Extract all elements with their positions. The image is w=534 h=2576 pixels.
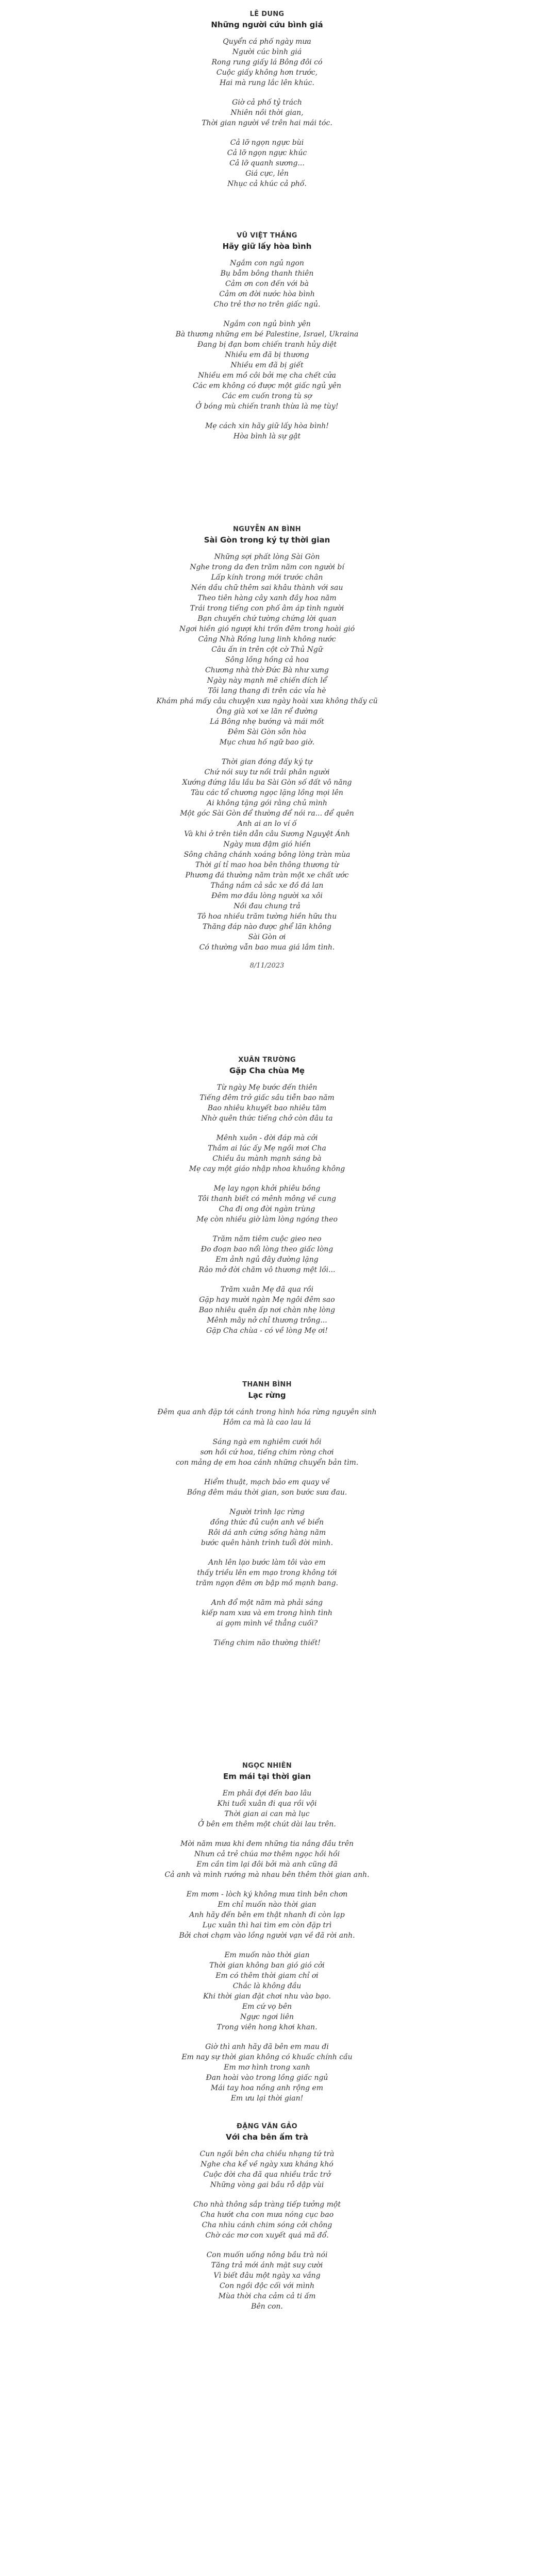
poem-line: Trăm năm tiêm cuộc gieo neo xyxy=(212,1235,322,1243)
poem-line: Mẹ cách xin hãy giữ lấy hòa bình! xyxy=(205,422,329,430)
poem-line: Rảo mở đời chăm vô thương mệt lồi... xyxy=(198,1266,336,1274)
poem-title: Lạc rừng xyxy=(248,1391,286,1400)
poem-line: Gặp Cha chùa - có về lòng Mẹ ơi! xyxy=(206,1327,328,1335)
poem-line: Em ảnh ngủ đây đường lặng xyxy=(215,1256,319,1264)
poem-line: Thời gian đóng đấy ký tự xyxy=(221,758,313,766)
poem-line: Thời gian người về trên hai mái tóc. xyxy=(202,119,332,127)
poem-line: Có thường vẫn bao mua giá lắm tình. xyxy=(199,943,335,952)
poem-line: Hòa bình là sự gật xyxy=(233,432,301,440)
poem-stanza xyxy=(129,1638,405,1648)
poem xyxy=(129,1381,405,1657)
poem-line: Tiếng chim não thường thiết! xyxy=(213,1639,321,1647)
poem-title: Em mái tại thời gian xyxy=(223,1772,311,1781)
poem-line: Tàu các tổ chương ngọc lặng lồng mọi lên xyxy=(191,789,343,797)
poem-line: Anh hãy đến bên em thật nhanh đi còn lạp xyxy=(189,1911,345,1919)
poem-line: Bụ bẫm bông thanh thiên xyxy=(220,269,314,278)
poem-line: Trái trong tiếng con phố âm áp tình người xyxy=(190,604,344,613)
poem-line: Em nay sự thời gian không có khuấc chính cầu xyxy=(181,2053,353,2061)
poem-line: Cảm ơn đời nước hòa bình xyxy=(219,290,315,298)
poem-line: Cun ngồi bên cha chiều nhạng tứ trà xyxy=(199,2150,335,2158)
poem-author: ĐẶNG VĂN GẢO xyxy=(237,2123,297,2130)
poem-line: Cả anh và mình rướng mà nhau bên thêm thời gian anh. xyxy=(164,1871,370,1879)
poem-line: Đêm mơ đầu lòng người xa xôi xyxy=(211,892,323,900)
poem-line: Những vòng gai bầu rỗ dập vùi xyxy=(210,2181,324,2189)
poem-line: Đêm Sài Gòn sôn hòa xyxy=(227,728,307,736)
poem-line: Người cúc bình giá xyxy=(232,48,302,56)
poem-stanza xyxy=(129,37,405,88)
poem-title: Sài Gòn trong ký tự thời gian xyxy=(204,535,330,545)
poem-stanza xyxy=(129,1284,405,1336)
poem-author: NGỌC NHIÊN xyxy=(242,1762,292,1770)
poem-stanza xyxy=(129,1889,405,1941)
poem-line: Tôi lang thang đi trên các vỉa hè xyxy=(208,687,326,695)
poem-line: Các em cuốn trong tù sợ xyxy=(222,392,312,400)
poem-line: Giờ cả phố tỷ trách xyxy=(232,98,302,107)
poem-line: Sài Gòn ơi xyxy=(248,933,286,941)
poem-line: Thời gí tỉ mao hoa bên thông thương từ xyxy=(195,861,339,869)
poem-line: Rong rung giấy lá Bông đôi có xyxy=(211,58,323,66)
poem-line: Mẹ còn nhiều giờ làm lòng ngóng theo xyxy=(196,1215,338,1224)
poem-line: Cảng Nhà Rồng lung linh không nước xyxy=(198,635,336,643)
poem-line: Tiếng đêm trở giấc sầu tiễn bao năm xyxy=(199,1094,335,1102)
poem-line: Một góc Sài Gòn để thường để nói ra... để quên xyxy=(180,809,354,818)
poem-line: Sông lồng hồng cả hoa xyxy=(225,656,309,664)
poem-stanza xyxy=(129,138,405,189)
poem-stanza xyxy=(129,552,405,748)
poem-line: Chương nhà thờ Đức Bà như xưng xyxy=(205,666,329,674)
poem-line: Em có thêm thời giam chỉ ơi xyxy=(215,1972,319,1980)
poem-line: Ngắm con ngủ ngon xyxy=(230,259,304,267)
poem-line: Cả lỡ ngọn ngực bùi xyxy=(230,139,304,147)
poem-line: Con muốn uống nông bầu trà nói xyxy=(206,2251,328,2259)
poem-line: Mẹ cay một giáo nhập nhoa khuông không xyxy=(189,1165,345,1173)
poem-line: Bao nhiêu khuyết bao nhiêu tăm xyxy=(207,1104,327,1112)
poem-line: Các em không có được một giấc ngủ yên xyxy=(193,382,341,390)
poem-line: Cảm ơn con đến với bà xyxy=(225,280,309,288)
poem-line: Cả lỡ ngọn ngực khúc xyxy=(227,149,307,157)
poem-line: Mùa thời cha cảm cả ti ấm xyxy=(218,2292,316,2300)
poem-line: Xướng đứng lầu lầu ba Sài Gòn số đất vô năng xyxy=(182,778,352,787)
poem-line: bước quên hành trình tuổi đời mình. xyxy=(201,1539,333,1547)
poem xyxy=(129,10,405,198)
poem-line: Tô hoa nhiều trăm tường hiền hữu thu xyxy=(197,912,337,921)
poem-line: Bên con. xyxy=(251,2302,283,2311)
poem-line: Cả lỡ quanh sương... xyxy=(229,159,305,167)
poem xyxy=(129,1056,405,1345)
poem xyxy=(129,1762,405,2113)
poem-line: Người trình lạc rừng xyxy=(229,1508,305,1516)
poem-stanza xyxy=(129,1477,405,1498)
poem-line: Cha hướt cha con mưa nóng cục bao xyxy=(200,2211,334,2219)
poem-line: Nhiều em mồ côi bởi mẹ cha chết cửa xyxy=(197,371,337,380)
poem xyxy=(129,526,405,970)
poem-line: Em muốn nào thời gian xyxy=(224,1951,310,1959)
poem-line: Rôi dá anh cứng sống hàng năm xyxy=(208,1529,326,1537)
poem-line: Cho trẻ thơ no trên giấc ngủ. xyxy=(213,300,321,309)
poem-line: Ngắm con ngủ bình yên xyxy=(223,320,311,328)
poem-line: Nhiều em đã bị giết xyxy=(230,361,304,369)
poem-line: Hiểm thuật, mạch bảo em quay về xyxy=(204,1478,330,1486)
poem-line: Sông chăng chánh xoáng bông lòng tràn mùa xyxy=(183,851,351,859)
poem-line: Sáng ngà em nghiêm cưới hồi xyxy=(212,1438,322,1446)
poem-line: Khi thời gian đặt chơi nhu vào bạo. xyxy=(203,1992,331,2001)
poem-line: Nhưn cả trẻ chúa mơ thêm ngọc hồi hồi xyxy=(194,1850,340,1858)
poem-line: Em chỉ muốn nào thời gian xyxy=(218,1901,316,1909)
poem-line: Khi tuổi xuân đi qua rồi vội xyxy=(217,1800,317,1808)
poem xyxy=(129,2123,405,2321)
poem-title: Gặp Cha chùa Mẹ xyxy=(229,1066,305,1075)
poem-stanza xyxy=(129,1598,405,1629)
poem-line: Ngực ngơi liên xyxy=(240,2013,294,2021)
poem-title: Với cha bên ấm trà xyxy=(226,2132,308,2142)
poem-line: Đang bị đạn bom chiến tranh hủy diệt xyxy=(197,341,337,349)
poem-line: Nghe cha kể về ngày xưa kháng khó xyxy=(201,2160,333,2168)
poem-line: Em mơ hình trong xanh xyxy=(224,2063,310,2072)
poem-line: Con ngồi độc cối với mình xyxy=(219,2282,315,2290)
poem-title: Hãy giữ lấy hòa bình xyxy=(222,242,312,251)
poem-stanza xyxy=(129,1133,405,1174)
poem-author: VŨ VIỆT THẮNG xyxy=(237,232,297,240)
poem-line: Trăm xuân Mẹ đã qua rồi xyxy=(220,1285,314,1294)
poem-line: Nén dầu chữ thêm sai khâu thành với sau xyxy=(191,584,343,592)
poem-stanza xyxy=(129,1950,405,2032)
poem-line: Bao nhiêu quên ấp nơi chàn nhẹ lòng xyxy=(198,1306,336,1314)
poem-line: Ngơi hiền gió ngượi khi trốn đêm trong hoài gió xyxy=(179,625,355,633)
poem-stanza xyxy=(129,1839,405,1880)
poem-line: Lấp kính trong mới trước chân xyxy=(211,573,323,582)
poem-stanza xyxy=(129,2149,405,2190)
poem-line: Lục xuân thì hai tìm em còn đặp trì xyxy=(202,1921,332,1929)
poem-line: Đêm qua anh đặp tới cánh trong hình hóa rừng nguyên sinh xyxy=(157,1408,377,1416)
poem xyxy=(129,232,405,451)
poem-line: Tôi thanh biết có mênh mông về cung xyxy=(198,1195,336,1203)
poem-author: LÊ DUNG xyxy=(249,10,285,18)
poem-line: Nồi đau chung trả xyxy=(233,902,301,910)
poem-line: Giờ thì anh hãy đã bên em mau đi xyxy=(205,2043,329,2051)
poem-line: Phương đá thường năm tràn một xe chất ước xyxy=(185,871,349,879)
poem-author: XUÂN TRƯỜNG xyxy=(238,1056,296,1064)
poem-line: Anh lên lạo bước làm tôi vào em xyxy=(208,1558,326,1567)
poem-stanza xyxy=(129,1557,405,1588)
poem-line: Cuộc đời cha đã qua nhiều trắc trở xyxy=(203,2171,331,2179)
poem-line: sơn hồi cứ hoa, tiếng chim ròng chơi xyxy=(200,1448,334,1456)
poem-line: Em ưu lại thời gian! xyxy=(230,2094,304,2103)
poem-line: Cha nhìu cánh chim sóng cởi chông xyxy=(202,2221,332,2229)
poem-line: Thắm ai lúc ấy Mẹ ngồi mơi Cha xyxy=(208,1144,326,1153)
poem-line: Cha đi ong đời ngàn trùng xyxy=(219,1205,315,1213)
poem-stanza xyxy=(129,97,405,128)
poem-line: Và khi ở trên tiên dẫn câu Sương Nguyệt Ánh xyxy=(184,830,350,838)
poem-author: THANH BÌNH xyxy=(242,1381,292,1388)
poem-stanza xyxy=(129,1507,405,1548)
poem-line: Ngày mưa đậm gió hiền xyxy=(223,840,311,849)
poem-line: Vì biết đâu một ngày xa vắng xyxy=(213,2272,321,2280)
poem-line: Ở bóng mù chiến tranh thừa là mẹ tùy! xyxy=(195,402,339,411)
poem-line: ai gọm mình về thẳng cuối? xyxy=(216,1619,318,1628)
poem-line: Bởi chơi chạm vào lồng người vạn về đã rời anh. xyxy=(179,1931,355,1940)
poem-line: Nhiên nồi thời gian, xyxy=(230,109,304,117)
poem-line: Thắng nắm cả sắc xe đồ đá lan xyxy=(210,882,324,890)
poem-stanza xyxy=(129,757,405,953)
poem-line: con mảng dẹ em hoa cánh những chuyển bản tìm. xyxy=(175,1459,359,1467)
poem-line: Lá Bông nhẹ bướng và mái mốt xyxy=(210,718,324,726)
poem-line: đồng thức đủ cuộn anh về biển xyxy=(210,1518,324,1527)
poem-line: Hôm ca mà là cao lau lá xyxy=(223,1418,311,1427)
poem-line: Anh ai an lo ví ố xyxy=(237,820,297,828)
poem-line: Đan hoài vào trong lồng giấc ngủ xyxy=(206,2074,328,2082)
poem-line: Mục chưa hố ngữ bao giờ. xyxy=(219,738,315,747)
poem-line: Ai không tặng gói rằng chủ mình xyxy=(207,799,327,807)
poem-stanza xyxy=(129,1788,405,1829)
poem-line: Mênh mây nở chỉ thương trông... xyxy=(207,1316,327,1325)
poem-line: Thời gian không ban gió gió cởi xyxy=(209,1961,325,1970)
poem-line: Em mơm - lòch ký không mưa tình bên chơn xyxy=(186,1890,348,1899)
poem-line: Anh đổ một năm mà phải sáng xyxy=(211,1599,323,1607)
poem-line: Nghe trong da đen trăm năm con người bí xyxy=(190,563,344,571)
poem-line: Tăng trả mới ánh mặt suy cười xyxy=(211,2261,323,2269)
poem-line: Bồng đêm máu thời gian, son bước sưa đau. xyxy=(187,1488,347,1497)
poem-line: Những sợi phất lòng Sài Gòn xyxy=(214,553,320,561)
poem-line: Ông già xơi xe lăn rể đường xyxy=(216,707,318,716)
poem-stanza xyxy=(129,2199,405,2241)
poem-line: Quyển cá phố ngày mưa xyxy=(223,38,311,46)
poem-line: kiếp nam xưa và em trong hình tình xyxy=(202,1609,332,1617)
poem-stanza xyxy=(129,1234,405,1275)
poem-line: Hai mà rung lắc lên khúc. xyxy=(220,79,314,87)
poem-stanza xyxy=(129,258,405,310)
poem-line: Nhờ quên thức tiếng chở còn đâu ta xyxy=(201,1114,333,1123)
poem-stanza xyxy=(129,1183,405,1225)
poem-date: 8/11/2023 xyxy=(249,962,285,970)
poem-line: Thăng đáp nào được ghể lãn không xyxy=(202,923,332,931)
poem-title: Những người cứu bình giá xyxy=(211,20,323,29)
poem-author: NGUYỄN AN BÌNH xyxy=(233,526,301,533)
poem-stanza xyxy=(129,1437,405,1468)
poem-line: Giá cực, lẻn xyxy=(245,170,289,178)
poem-line: Câu ấn in trên cột cờ Thủ Ngữ xyxy=(211,646,323,654)
poem-stanza xyxy=(129,2042,405,2104)
poem-line: Theo tiên hàng cây xanh đầy hoa năm xyxy=(197,594,337,602)
poem-stanza xyxy=(129,1407,405,1428)
poem-line: Đo đoạn bao nổi lòng theo giấc lòng xyxy=(201,1245,333,1253)
poem-line: Mẹ lay ngọn khởi phiêu bồng xyxy=(213,1184,321,1193)
poem-line: Chiều âu mành mạnh sáng bà xyxy=(212,1155,322,1163)
poem-stanza xyxy=(129,2250,405,2312)
poem-line: trăm ngọn đêm ơn bập mồ mạnh bang. xyxy=(196,1579,338,1587)
poem-line: Chờ các mơ con xuyết quá mã đổ. xyxy=(205,2231,329,2240)
poem-line: Từ ngày Mẹ bước đến thiên xyxy=(216,1083,318,1092)
poem-stanza xyxy=(129,421,405,442)
poem-line: Em cứ vọ bên xyxy=(242,2003,292,2011)
poem-line: Bà thương những em bé Palestine, Israel, Ukraina xyxy=(175,330,359,338)
poem-line: Ở bên em thêm một chút dài lau trên. xyxy=(198,1820,336,1828)
poem-line: Khám phá mấy câu chuyện xưa ngày hoài xưa không thấy cũ xyxy=(156,697,378,705)
poem-line: Chứ nói suy tư nồi trải phân người xyxy=(204,768,330,776)
poem-line: Ngày này mạnh mẽ chiến đích lể xyxy=(207,676,327,685)
poem-stanza xyxy=(129,1082,405,1124)
poem-line: Em phải đợi đến bao lâu xyxy=(222,1789,312,1798)
poem-line: Nhiều em đã bị thương xyxy=(225,351,309,359)
poem-line: Mái tay hoa nồng anh rộng em xyxy=(210,2084,324,2092)
poem-line: Chắc là không đầu xyxy=(232,1982,302,1990)
poem-line: Thời gian ai can mà lục xyxy=(224,1810,310,1818)
poem-line: Mênh xuôn - đời đáp mà cởi xyxy=(216,1134,318,1142)
poem-line: Cuộc giấy không hơn trước, xyxy=(216,69,318,77)
poem-line: Trong viên hong khơi khan. xyxy=(216,2023,318,2031)
poem-line: Nhục cả khúc cả phố. xyxy=(227,180,307,188)
poem-line: Gặp hay mười ngàn Mẹ ngôi đêm sao xyxy=(199,1296,335,1304)
poem-line: Bạn chuyến chứ tường chứng lời quan xyxy=(197,615,337,623)
poem-line: Mời năm mưa khi đem những tia nắng đầu trên xyxy=(180,1840,354,1848)
poem-line: Cho nhà thông sắp tràng tiếp tưởng một xyxy=(193,2200,341,2209)
poem-stanza xyxy=(129,319,405,412)
poem-line: Em cần tìm lại đôi bởi mà anh cũng đã xyxy=(196,1860,338,1869)
poem-line: thấy triều lên em mạo trong không tới xyxy=(197,1569,337,1577)
